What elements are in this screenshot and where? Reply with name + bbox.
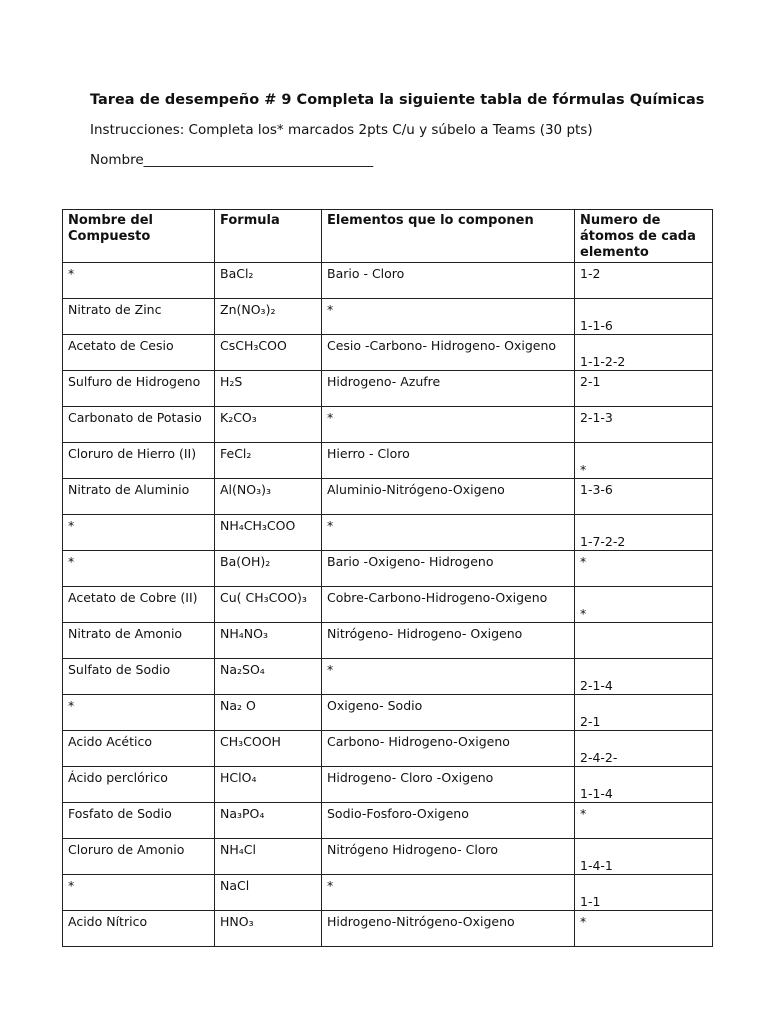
table-header-row (63, 210, 713, 263)
header-formula: Formula (215, 210, 322, 263)
cell-atom-count: 1-7-2-2 (575, 515, 713, 551)
cell-formula: CH₃COOH (215, 731, 322, 767)
cell-formula: Al(NO₃)₃ (215, 479, 322, 515)
cell-compound-name: Cloruro de Hierro (II) (63, 443, 215, 479)
cell-compound-name: Nitrato de Zinc (63, 299, 215, 335)
cell-atom-count: 2-1 (575, 371, 713, 407)
cell-elements: * (322, 875, 575, 911)
cell-atom-count: 1-3-6 (575, 479, 713, 515)
cell-compound-name: Acetato de Cobre (II) (63, 587, 215, 623)
cell-elements: * (322, 515, 575, 551)
table-row (63, 695, 713, 731)
cell-compound-name: Acido Acético (63, 731, 215, 767)
cell-atom-count: * (575, 803, 713, 839)
table-row (63, 659, 713, 695)
cell-formula: CsCH₃COO (215, 335, 322, 371)
cell-atom-count: 2-1 (575, 695, 713, 731)
cell-elements: * (322, 407, 575, 443)
page-title: Tarea de desempeño # 9 Completa la siguiente tabla de fórmulas Químicas (90, 92, 705, 108)
cell-elements: * (322, 299, 575, 335)
cell-formula: HClO₄ (215, 767, 322, 803)
cell-compound-name: * (63, 515, 215, 551)
cell-compound-name: Carbonato de Potasio (63, 407, 215, 443)
formula-table (62, 209, 713, 947)
cell-elements: Nitrógeno Hidrogeno- Cloro (322, 839, 575, 875)
header-compound-name: Nombre del Compuesto (63, 210, 215, 263)
table-row (63, 875, 713, 911)
cell-compound-name: Acetato de Cesio (63, 335, 215, 371)
cell-atom-count: 2-1-3 (575, 407, 713, 443)
table-row (63, 767, 713, 803)
table-row (63, 371, 713, 407)
cell-atom-count: 1-1 (575, 875, 713, 911)
cell-elements: * (322, 659, 575, 695)
table-row (63, 515, 713, 551)
table-row (63, 803, 713, 839)
cell-elements: Hierro - Cloro (322, 443, 575, 479)
table-row (63, 263, 713, 299)
cell-atom-count (575, 623, 713, 659)
header-elements: Elementos que lo componen (322, 210, 575, 263)
table-row (63, 731, 713, 767)
table-row (63, 551, 713, 587)
name-field-label: Nombre__________________________________ (90, 152, 374, 168)
cell-formula: K₂CO₃ (215, 407, 322, 443)
cell-atom-count: 2-1-4 (575, 659, 713, 695)
cell-compound-name: * (63, 875, 215, 911)
cell-formula: Na₂SO₄ (215, 659, 322, 695)
cell-compound-name: * (63, 695, 215, 731)
cell-compound-name: * (63, 263, 215, 299)
cell-elements: Hidrogeno- Azufre (322, 371, 575, 407)
cell-elements: Carbono- Hidrogeno-Oxigeno (322, 731, 575, 767)
cell-elements: Hidrogeno- Cloro -Oxigeno (322, 767, 575, 803)
cell-formula: FeCl₂ (215, 443, 322, 479)
cell-compound-name: Ácido perclórico (63, 767, 215, 803)
table-row (63, 839, 713, 875)
cell-formula: BaCl₂ (215, 263, 322, 299)
cell-elements: Aluminio-Nitrógeno-Oxigeno (322, 479, 575, 515)
cell-elements: Cesio -Carbono- Hidrogeno- Oxigeno (322, 335, 575, 371)
cell-elements: Sodio-Fosforo-Oxigeno (322, 803, 575, 839)
cell-elements: Oxigeno- Sodio (322, 695, 575, 731)
cell-atom-count: * (575, 443, 713, 479)
cell-atom-count: 1-1-6 (575, 299, 713, 335)
cell-atom-count: 1-2 (575, 263, 713, 299)
cell-formula: Ba(OH)₂ (215, 551, 322, 587)
header-atom-count: Numero de átomos de cada elemento (575, 210, 713, 263)
cell-formula: Na₃PO₄ (215, 803, 322, 839)
table-row (63, 623, 713, 659)
cell-formula: Zn(NO₃)₂ (215, 299, 322, 335)
cell-elements: Hidrogeno-Nitrógeno-Oxigeno (322, 911, 575, 947)
cell-elements: Nitrógeno- Hidrogeno- Oxigeno (322, 623, 575, 659)
cell-compound-name: Nitrato de Aluminio (63, 479, 215, 515)
table-row (63, 443, 713, 479)
cell-atom-count: * (575, 551, 713, 587)
instructions: Instrucciones: Completa los* marcados 2pts C/u y súbelo a Teams (30 pts) (90, 122, 593, 138)
cell-atom-count: 1-4-1 (575, 839, 713, 875)
cell-compound-name: Fosfato de Sodio (63, 803, 215, 839)
cell-formula: HNO₃ (215, 911, 322, 947)
cell-formula: Na₂ O (215, 695, 322, 731)
table-row (63, 479, 713, 515)
cell-atom-count: 1-1-4 (575, 767, 713, 803)
cell-compound-name: * (63, 551, 215, 587)
cell-atom-count: 2-4-2- (575, 731, 713, 767)
cell-elements: Cobre-Carbono-Hidrogeno-Oxigeno (322, 587, 575, 623)
cell-compound-name: Acido Nítrico (63, 911, 215, 947)
table-row (63, 299, 713, 335)
cell-formula: NaCl (215, 875, 322, 911)
cell-compound-name: Cloruro de Amonio (63, 839, 215, 875)
cell-formula: H₂S (215, 371, 322, 407)
cell-formula: Cu( CH₃COO)₃ (215, 587, 322, 623)
cell-elements: Bario -Oxigeno- Hidrogeno (322, 551, 575, 587)
cell-compound-name: Sulfuro de Hidrogeno (63, 371, 215, 407)
cell-formula: NH₄Cl (215, 839, 322, 875)
cell-atom-count: * (575, 911, 713, 947)
table-row (63, 587, 713, 623)
cell-atom-count: 1-1-2-2 (575, 335, 713, 371)
cell-formula: NH₄CH₃COO (215, 515, 322, 551)
cell-formula: NH₄NO₃ (215, 623, 322, 659)
cell-compound-name: Sulfato de Sodio (63, 659, 215, 695)
cell-compound-name: Nitrato de Amonio (63, 623, 215, 659)
cell-elements: Bario - Cloro (322, 263, 575, 299)
table-row (63, 407, 713, 443)
cell-atom-count: * (575, 587, 713, 623)
table-row (63, 911, 713, 947)
table-row (63, 335, 713, 371)
